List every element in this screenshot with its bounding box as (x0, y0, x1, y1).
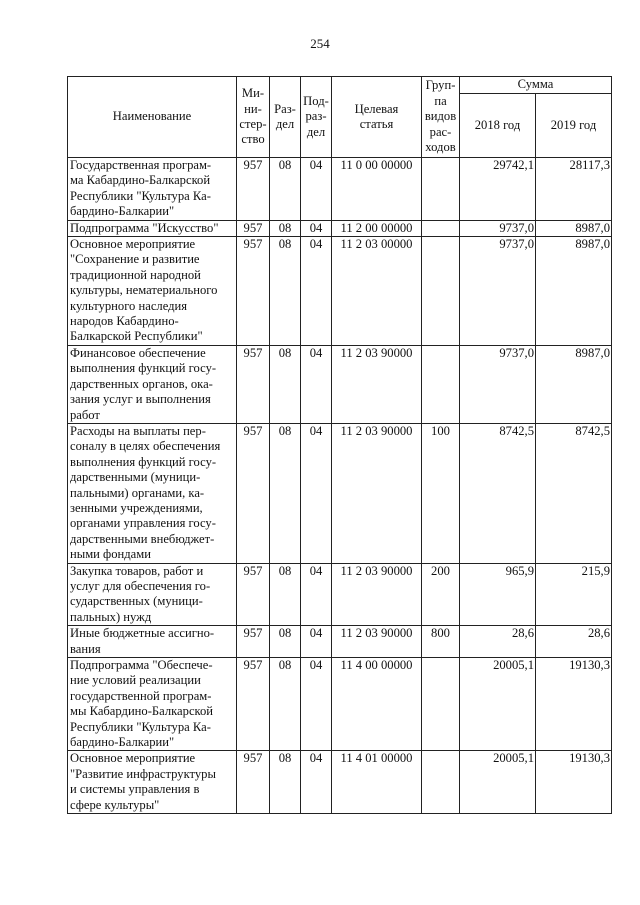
row-article: 11 4 00 00000 (332, 658, 422, 751)
row-subsection: 04 (301, 626, 332, 658)
row-expense-group (422, 158, 460, 221)
header-year-2019: 2019 год (536, 94, 612, 158)
row-subsection: 04 (301, 158, 332, 221)
header-name: Наименование (68, 77, 237, 158)
row-article: 11 2 03 90000 (332, 563, 422, 626)
row-section: 08 (270, 658, 301, 751)
row-sum-2019: 8987,0 (536, 220, 612, 236)
row-name: Основное мероприятие "Развитие инфраструктуры и системы управления в сфере культуры" (68, 751, 237, 814)
row-article: 11 2 03 90000 (332, 345, 422, 423)
row-section: 08 (270, 626, 301, 658)
row-sum-2019: 28,6 (536, 626, 612, 658)
header-expense-group: Груп- па видов рас- ходов (422, 77, 460, 158)
row-sum-2018: 20005,1 (460, 751, 536, 814)
row-ministry: 957 (237, 158, 270, 221)
row-sum-2019: 8987,0 (536, 345, 612, 423)
row-expense-group (422, 220, 460, 236)
row-article: 11 2 03 90000 (332, 626, 422, 658)
row-expense-group: 100 (422, 423, 460, 563)
row-section: 08 (270, 563, 301, 626)
row-subsection: 04 (301, 345, 332, 423)
row-sum-2019: 8742,5 (536, 423, 612, 563)
row-name: Финансовое обеспечение выполнения функций госу- дарственных органов, ока- зания услуг и выполнения работ (68, 345, 237, 423)
row-name: Расходы на выплаты пер- соналу в целях обеспечения выполнения функций госу- дарственными (муници- пальными) органами, ка- зенными учреждениями, органами управления госу- дарственными внебюджет- ными фондами (68, 423, 237, 563)
row-expense-group (422, 658, 460, 751)
row-name: Иные бюджетные ассигно- вания (68, 626, 237, 658)
row-subsection: 04 (301, 220, 332, 236)
row-expense-group: 200 (422, 563, 460, 626)
header-section: Раз- дел (270, 77, 301, 158)
row-section: 08 (270, 345, 301, 423)
row-sum-2019: 19130,3 (536, 658, 612, 751)
row-sum-2018: 20005,1 (460, 658, 536, 751)
row-sum-2018: 29742,1 (460, 158, 536, 221)
row-article: 11 2 00 00000 (332, 220, 422, 236)
row-name: Подпрограмма "Искусство" (68, 220, 237, 236)
row-expense-group (422, 237, 460, 346)
page-number: 254 (310, 36, 330, 51)
row-expense-group: 800 (422, 626, 460, 658)
row-sum-2018: 9737,0 (460, 237, 536, 346)
row-subsection: 04 (301, 751, 332, 814)
row-section: 08 (270, 751, 301, 814)
row-name: Основное мероприятие "Сохранение и развитие традиционной народной культуры, нематериального культурного наследия народов Кабардино- Балкарской Республики" (68, 237, 237, 346)
table-row (68, 220, 612, 236)
row-ministry: 957 (237, 220, 270, 236)
table-row (68, 658, 612, 751)
row-section: 08 (270, 220, 301, 236)
budget-table (67, 76, 612, 814)
row-sum-2019: 28117,3 (536, 158, 612, 221)
row-ministry: 957 (237, 423, 270, 563)
row-ministry: 957 (237, 658, 270, 751)
row-expense-group (422, 345, 460, 423)
row-article: 11 2 03 90000 (332, 423, 422, 563)
row-ministry: 957 (237, 751, 270, 814)
row-name: Закупка товаров, работ и услуг для обеспечения го- сударственных (муници- пальных) нужд (68, 563, 237, 626)
row-subsection: 04 (301, 563, 332, 626)
row-ministry: 957 (237, 345, 270, 423)
row-sum-2018: 9737,0 (460, 345, 536, 423)
row-section: 08 (270, 158, 301, 221)
table-row (68, 345, 612, 423)
row-subsection: 04 (301, 423, 332, 563)
row-section: 08 (270, 237, 301, 346)
row-sum-2018: 965,9 (460, 563, 536, 626)
table-row (68, 563, 612, 626)
row-article: 11 0 00 00000 (332, 158, 422, 221)
row-section: 08 (270, 423, 301, 563)
table-header (68, 77, 612, 158)
header-target-article: Целевая статья (332, 77, 422, 158)
row-subsection: 04 (301, 658, 332, 751)
row-article: 11 2 03 00000 (332, 237, 422, 346)
table-row (68, 423, 612, 563)
header-ministry: Ми- ни- стер- ство (237, 77, 270, 158)
table-row (68, 158, 612, 221)
row-sum-2019: 19130,3 (536, 751, 612, 814)
row-expense-group (422, 751, 460, 814)
row-sum-2019: 8987,0 (536, 237, 612, 346)
row-ministry: 957 (237, 626, 270, 658)
table-body (68, 158, 612, 814)
row-article: 11 4 01 00000 (332, 751, 422, 814)
header-subsection: Под- раз- дел (301, 77, 332, 158)
row-subsection: 04 (301, 237, 332, 346)
row-sum-2019: 215,9 (536, 563, 612, 626)
row-sum-2018: 8742,5 (460, 423, 536, 563)
table-row (68, 626, 612, 658)
table-row (68, 751, 612, 814)
row-sum-2018: 9737,0 (460, 220, 536, 236)
table-row (68, 237, 612, 346)
row-name: Государственная програм- ма Кабардино-Балкарской Республики "Культура Ка- бардино-Балкарии" (68, 158, 237, 221)
row-sum-2018: 28,6 (460, 626, 536, 658)
header-sum: Сумма (460, 77, 612, 94)
row-ministry: 957 (237, 563, 270, 626)
header-year-2018: 2018 год (460, 94, 536, 158)
row-name: Подпрограмма "Обеспече- ние условий реализации государственной програм- мы Кабардино-Балкарской Республики "Культура Ка- бардино-Балкарии" (68, 658, 237, 751)
row-ministry: 957 (237, 237, 270, 346)
